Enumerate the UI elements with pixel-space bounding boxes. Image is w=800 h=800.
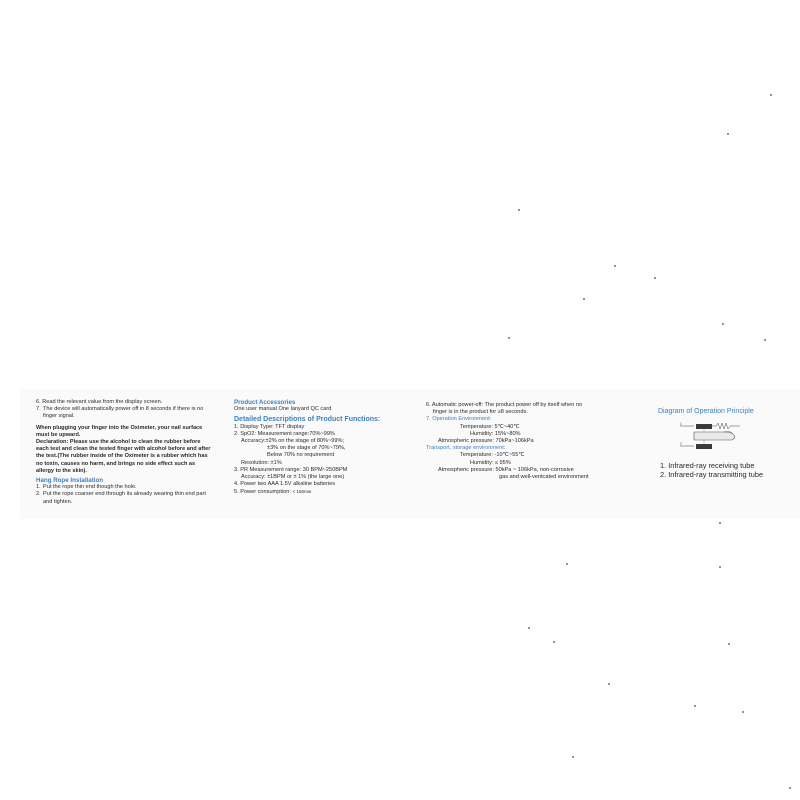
speck xyxy=(518,209,520,211)
diagram-legend xyxy=(652,461,792,479)
step-6-text: 6. Read the relevant value from the display screen. xyxy=(36,399,163,405)
speck xyxy=(719,566,721,568)
power-consumption-label: 5. Power consumption: xyxy=(234,489,291,496)
hang-step-1-number: 1. xyxy=(36,484,41,491)
transmitter-label: 2 xyxy=(680,442,682,447)
signal-wave-icon xyxy=(712,423,740,429)
receiving-tube-icon xyxy=(696,424,712,429)
finger-icon xyxy=(694,432,735,440)
transmitting-tube-icon xyxy=(696,444,712,449)
declaration-note: Declaration: Please use the alcohol to clean the rubber before each test and clean the tested finger with alcohol before and after the test.(The rubber inside of the Oximeter is a rubber which has no toxin, causes no harm, and brings no side effect such as allergy to the skin). xyxy=(36,439,211,474)
spo2-resolution: Resolution: ±1% xyxy=(241,459,282,466)
auto-off-line-2: finger is in the product for ≥8 seconds. xyxy=(433,409,528,416)
hang-step-1 xyxy=(36,484,214,491)
speck xyxy=(770,94,772,96)
hang-rope-heading: Hang Rope Installation xyxy=(36,477,104,485)
function-pr-range: 3. PR Measurement range: 30 BPM~250BPM xyxy=(234,466,348,473)
function-display-type: 1. Display Type: TFT display xyxy=(234,423,305,430)
transport-storage-heading: Transport, storage environment: xyxy=(426,445,506,452)
step-7-number: 7. xyxy=(36,406,41,413)
speck xyxy=(566,563,568,565)
spo2-accuracy-1: Accuracy:±2% on the stage of 80%~99%; xyxy=(241,438,345,445)
spo2-accuracy-3: Below 70% no requirement xyxy=(267,452,335,459)
function-power-consumption xyxy=(234,488,414,496)
operation-pressure: Atmospheric pressure: 70kPa~106kPa xyxy=(438,438,534,445)
hang-step-2-number: 2. xyxy=(36,491,41,498)
hang-step-2 xyxy=(36,491,214,505)
diagram-heading: Diagram of Operation Principle xyxy=(658,408,754,415)
step-7-text: The device will automatically power off in 8 seconds if there is no finger signal. xyxy=(43,406,204,420)
speck xyxy=(719,522,721,524)
oximeter-diagram xyxy=(680,422,742,452)
speck xyxy=(654,277,656,279)
speck xyxy=(728,643,730,645)
accessories-heading: Product Accessories xyxy=(234,399,296,406)
hang-step-1-text: Put the rope thin end though the hole. xyxy=(43,484,137,491)
auto-off-line-1: 6. Automatic power-off: The product power off by itself when no xyxy=(426,402,583,408)
environment-panel xyxy=(426,402,606,481)
speck xyxy=(742,711,744,713)
legend-item-receiving: 1. Infrared-ray receiving tube xyxy=(660,461,755,471)
speck xyxy=(722,323,724,325)
speck xyxy=(508,337,510,339)
speck xyxy=(572,756,574,758)
speck xyxy=(553,641,555,643)
power-consumption-value: < 150mw xyxy=(292,489,312,495)
transport-humidity: Humidity: ≤ 95% xyxy=(470,459,511,466)
function-power: 4. Power two AAA 1.5V alkaline batteries xyxy=(234,481,336,488)
speck xyxy=(727,133,729,135)
spo2-accuracy-2: ±3% on the stage of 70%~79%, xyxy=(267,445,346,452)
speck xyxy=(764,339,766,341)
functions-panel xyxy=(234,399,414,497)
transport-pressure: Atmospheric pressure: 50kPa ~ 106kPa, non-corrosive xyxy=(438,466,574,473)
speck xyxy=(789,787,791,789)
speck xyxy=(694,705,696,707)
operation-temperature: Temperature: 5℃~40℃ xyxy=(460,423,520,430)
legend-item-transmitting: 2. Infrared-ray transmitting tube xyxy=(660,470,764,480)
instructions-panel xyxy=(36,399,214,506)
functions-heading: Detailed Descriptions of Product Functions: xyxy=(234,416,381,424)
receiver-label: 1 xyxy=(680,422,682,427)
function-spo2-range: 2. SpO2: Measurement range:70%~99% xyxy=(234,430,335,437)
speck xyxy=(528,627,530,629)
operation-humidity: Humidity: 15%~80% xyxy=(470,430,521,437)
speck xyxy=(608,683,610,685)
transport-pressure-cont: gas and well-ventcated environment xyxy=(499,474,589,481)
operation-environment-heading: 7. Operation Environment: xyxy=(426,416,492,423)
nail-note: When plugging your finger into the Oximeter, your nail surface must be upward. xyxy=(36,424,203,438)
accessories-text: One user manual One lanyard QC card xyxy=(234,406,332,413)
pr-accuracy: Accuracy: ±1BPM or ± 1% (the large one) xyxy=(241,474,345,481)
step-7 xyxy=(36,406,214,420)
principle-panel xyxy=(652,408,792,479)
speck xyxy=(583,298,585,300)
speck xyxy=(614,265,616,267)
hang-step-2-text: Put the rope coarser end through its already wearing thin end part and tighten. xyxy=(43,491,206,505)
transport-temperature: Temperature: -10℃~55℃ xyxy=(460,452,525,459)
